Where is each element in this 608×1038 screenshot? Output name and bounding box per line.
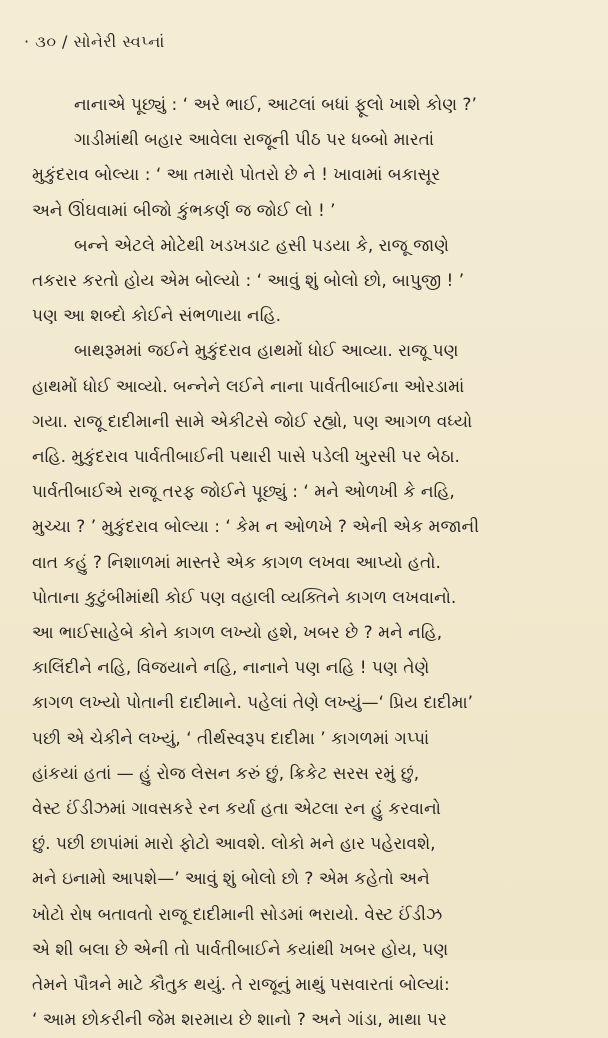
text-line: વેસ્ટ ઈંડીઝમાં ગાવસકરે રન કર્યા હતા એટલા રન હું કરવાનો	[32, 799, 441, 820]
body-text	[32, 88, 574, 1038]
text-line: વાત કહું ? નિશાળમાં માસ્તરે એક કાગળ લખવા આપ્યો હતો.	[32, 552, 441, 573]
text-line: પછી એ ચેકીને લખ્યું, ‘ તીર્થસ્વરૂપ દાદીમા ’ કાગળમાં ગપ્પાં	[32, 728, 430, 749]
text-line: ગાડીમાંથી બહાર આવેલા રાજૂની પીઠ પર ધબ્બો મારતાં	[74, 130, 435, 151]
text-line: બન્ને એટલે મોટેથી ખડખડાટ હસી પડયા કે, રાજૂ જાણે	[74, 235, 449, 256]
text-line: છું. પછી છાપાંમાં મારો ફોટો આવશે. લોકો મને હાર પહેરાવશે,	[32, 834, 436, 855]
running-head: · ૩૦ / સોનેરી સ્વપ્નાં	[24, 32, 165, 51]
text-line: બાથરૂમમાં જઈને મુકુંદરાવ હાથમોં ધોઈ આવ્યા. રાજૂ પણ	[74, 341, 459, 362]
paragraph	[32, 334, 574, 1038]
text-line: ખોટો રોષ બતાવતો રાજૂ દાદીમાની સોડમાં ભરાયો. વેસ્ટ ઈંડીઝ	[32, 904, 443, 925]
text-line: પોતાના કુટુંબીમાંથી કોઈ પણ વહાલી વ્યક્તિને કાગળ લખવાનો.	[32, 587, 457, 608]
text-line: કાલિંદીને નહિ, વિજયાને નહિ, નાનાને પણ નહિ ! પણ તેણે	[32, 658, 430, 679]
text-line: હાંકયાં હતાં — હું રોજ લેસન કરું છું, ક્રિકેટ સરસ રમું છું,	[32, 763, 420, 784]
paragraph	[32, 229, 574, 335]
paragraph	[32, 123, 574, 229]
text-line: તકરાર કરતો હોય એમ બોલ્યો : ‘ આવું શું બોલો છો, બાપુજી ! ’	[32, 271, 465, 292]
text-line: આ ભાઈસાહેબે કોને કાગળ લખ્યો હશે, ખબર છે ? મને નહિ,	[32, 623, 443, 644]
text-line: અને ઊંઘવામાં બીજો કુંભકર્ણ જ જોઈ લો ! ’	[32, 200, 336, 221]
text-line: નાનાએ પૂછ્યું : ‘ અરે ભાઈ, આટલાં બધાં ફૂલો ખાશે કોણ ?’	[74, 95, 477, 115]
paragraph	[32, 88, 574, 123]
text-line: હાથમોં ધોઈ આવ્યો. બન્નેને લઈને નાના પાર્વતીબાઈના ઓરડામાં	[32, 376, 465, 397]
text-line: ‘ આમ છોકરીની જેમ શરમાય છે શાનો ? અને ગાંડા, માથા પર	[32, 1010, 447, 1031]
text-line: પણ આ શબ્દો કોઈને સંભળાયા નહિ.	[32, 306, 282, 327]
text-line: નહિ. મુકુંદરાવ પાર્વતીબાઈની પથારી પાસે પડેલી ખુરસી પર બેઠા.	[32, 447, 460, 468]
text-line: મને ઇનામો આપશે—’ આવું શું બોલો છો ? એમ કહેતો અને	[32, 869, 430, 890]
text-line: પાર્વતીબાઈએ રાજૂ તરફ જોઈને પૂછ્યું : ‘ મને ઓળખી કે નહિ,	[32, 482, 455, 503]
text-line: મુચ્ચા ? ’ મુકુંદરાવ બોલ્યા : ‘ કેમ ન ઓળખે ? એની એક મજાની	[32, 517, 480, 538]
text-line: મુકુંદરાવ બોલ્યા : ‘ આ તમારો પોતરો છે ને ! ખાવામાં બકાસૂર	[32, 165, 441, 186]
text-line: તેમને પૌત્રને માટે કૌતુક થયું. તે રાજૂનું માથું પસવારતાં બોલ્યાં:	[32, 975, 450, 996]
text-line: ગયા. રાજૂ દાદીમાની સામે એકીટસે જોઈ રહ્યો, પણ આગળ વધ્યો	[32, 411, 473, 432]
text-line: કાગળ લખ્યો પોતાની દાદીમાને. પહેલાં તેણે લખ્યું—‘ પ્રિય દાદીમા’	[32, 693, 474, 714]
text-line: એ શી બલા છે એની તો પાર્વતીબાઈને કયાંથી ખબર હોય, પણ	[32, 939, 449, 960]
